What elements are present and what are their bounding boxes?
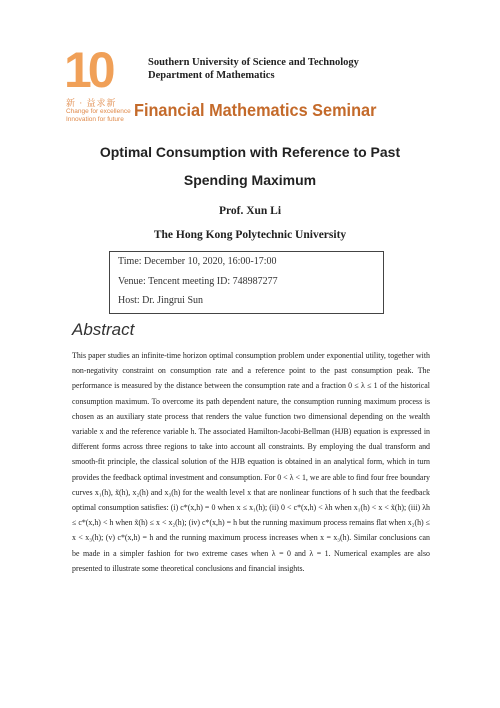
event-info-box — [109, 251, 384, 314]
sustech-10th-anniversary-logo — [62, 42, 131, 134]
logo-tagline-1: Change for excellence — [66, 108, 131, 115]
department-name: Department of Mathematics — [148, 70, 275, 81]
event-venue: Venue: Tencent meeting ID: 748987277 — [118, 276, 278, 287]
logo-chinese-text: 新 · 益求新 — [66, 98, 117, 108]
header-institution — [148, 56, 359, 82]
talk-title — [0, 138, 500, 194]
university-name: Southern University of Science and Technology — [148, 57, 359, 68]
event-time: Time: December 10, 2020, 16:00-17:00 — [118, 256, 277, 267]
logo-number: 10 — [64, 42, 112, 98]
talk-title-line-1: Optimal Consumption with Reference to Past — [99, 144, 401, 160]
speaker-name: Prof. Xun Li — [218, 205, 282, 217]
talk-title-line-2: Spending Maximum — [183, 172, 317, 188]
event-host: Host: Dr. Jingrui Sun — [118, 295, 204, 306]
seminar-series-title: Financial Mathematics Seminar — [134, 100, 377, 120]
speaker-affiliation: The Hong Kong Polytechnic University — [153, 229, 347, 241]
abstract-heading: Abstract — [72, 320, 135, 339]
abstract-body: This paper studies an infinite-time horizon optimal consumption problem under exponential utility, together with non-negativity constraint on consumption rate and a reference point to the past consumption peak. The performance is measured by the distance between the consumption rate and a fraction 0 ≤ λ ≤ 1 of the historical consumption maximum. To overcome its path dependent nature, the consumption running maximum process is chosen as an auxiliary state process that renders the value function two dimensional depending on the wealth variable x and the reference variable h. The associated Hamilton-Jacobi-Bellman (HJB) equation is expressed in different forms across three regions to take into account all constraints. By employing the dual transform and smooth-fit principle, the classical solution of the HJB equation is obtained in an analytical form, which in turn provides the feedback optimal investment and consumption. For 0 < λ < 1, we are able to find four free boundary curves x₁(h), x̃(h), x₂(h) and x₃(h) for the wealth level x that are nonlinear functions of h such that the feedback optimal consumption satisfies: (i) c*(x,h) = 0 when x ≤ x₁(h); (ii) 0 < c*(x,h) < λh when x₁(h) < x < x̃(h); (iii) λh ≤ c*(x,h) < h when x̃(h) ≤ x < x₂(h); (iv) c*(x,h) = h but the running maximum process remains flat when x₂(h) ≤ x < x₃(h); (v) c*(x,h) = h and the running maximum process increases when x = x₃(h). Similar conclusions can be made in a simpler fashion for two extreme cases when λ = 0 and λ = 1. Numerical examples are also presented to illustrate some theoretical conclusions and financial insights. — [72, 351, 430, 573]
logo-tagline-2: Innovation for future — [66, 116, 124, 123]
